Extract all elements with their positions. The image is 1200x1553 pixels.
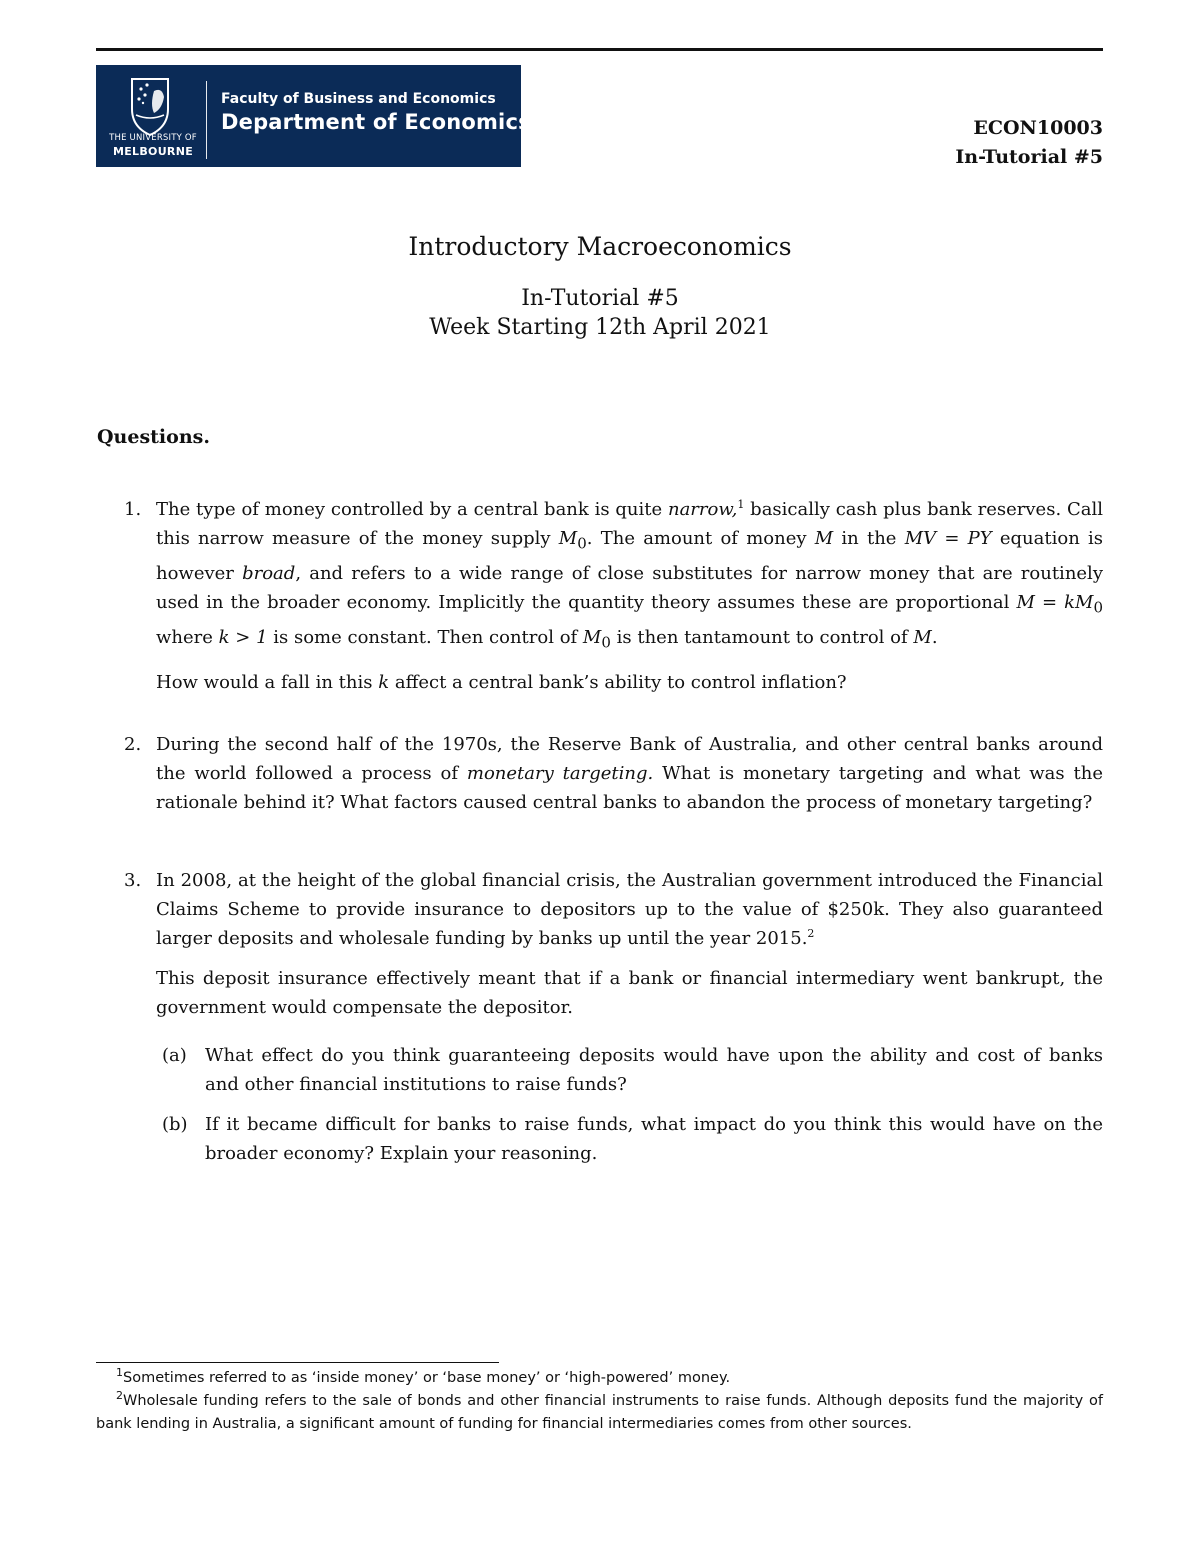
tutorial-label: In-Tutorial #5 [955, 146, 1103, 168]
question-number: 3. [124, 870, 142, 891]
sub-question-text: If it became difficult for banks to raise funds, what impact do you think this would have on the broader economy? Explain your reasoning. [205, 1114, 1103, 1165]
question-number: 2. [124, 734, 142, 755]
footnote-mark: 1 [116, 1366, 123, 1380]
question-1-text: The type of money controlled by a central bank is quite narrow,$^1$ basically cash plus bank reserves. Call this narrow measure of the money supply $M_0$. The amount of money M in the MV = PY equation is however broad, and refers to a wide range of close substitutes for narrow money that are routinely used in the broader economy. Implicitly the quantity theory assumes these are proportional $M = kM_0$ where k > 1 is some constant. Then control of $M_0$ is then tantamount to control of M. [156, 498, 1103, 652]
document-title: Introductory Macroeconomics [408, 232, 792, 261]
logo-divider [206, 81, 207, 159]
questions-heading: Questions. [97, 426, 210, 448]
university-name-line1: THE UNIVERSITY OF [109, 133, 197, 143]
faculty-name: Faculty of Business and Economics [221, 91, 496, 107]
question-1 [124, 495, 1103, 697]
footnote-1: $^1$Sometimes referred to as ‘inside money’ or ‘base money’ or ‘high-powered’ money. [116, 1366, 731, 1386]
sub-question-label: (b) [162, 1114, 188, 1135]
footnote-mark: 2 [116, 1389, 123, 1403]
course-code: ECON10003 [973, 117, 1103, 139]
footnote-rule [96, 1362, 499, 1363]
document-subtitle [0, 284, 1200, 342]
subtitle-tutorial: In-Tutorial #5 [521, 286, 679, 311]
question-3b [162, 1110, 1103, 1168]
question-3-context: This deposit insurance effectively meant that if a bank or financial intermediary went bankrupt, the government would compensate the depositor. [156, 967, 1103, 1018]
footnote-ref-1: 1 [737, 498, 745, 511]
top-rule [96, 48, 1103, 51]
question-1-prompt: How would a fall in this k affect a central bank’s ability to control inflation? [156, 671, 847, 693]
question-3 [124, 866, 1103, 1022]
university-name-line2: MELBOURNE [112, 145, 194, 158]
question-3a [162, 1041, 1103, 1099]
footnote-2: $^2$Wholesale funding refers to the sale of bonds and other financial instruments to raise funds. Although deposits fund the majority of bank lending in Australia, a significant amount of funding for financial intermediaries comes from other sources. [96, 1389, 1103, 1432]
university-crest-icon [110, 75, 190, 139]
sub-question-label: (a) [162, 1045, 187, 1066]
department-name: Department of Economics [221, 110, 531, 134]
sub-question-text: What effect do you think guaranteeing deposits would have upon the ability and cost of banks and other financial institutions to raise funds? [205, 1045, 1103, 1096]
subtitle-week: Week Starting 12th April 2021 [429, 315, 771, 340]
question-3-text: In 2008, at the height of the global financial crisis, the Australian government introduced the Financial Claims Scheme to provide insurance to depositors up to the value of $250k. They also guaranteed larger deposits and wholesale funding by banks up until the year 2015.$^2$ [156, 870, 1103, 950]
university-logo [96, 65, 531, 167]
question-2-text: During the second half of the 1970s, the Reserve Bank of Australia, and other central banks around the world followed a process of monetary targeting. What is monetary targeting and what was the rationale behind it? What factors caused central banks to abandon the process of monetary targeting? [156, 734, 1103, 814]
question-2 [124, 730, 1103, 818]
footnote-ref-2: 2 [807, 927, 815, 941]
question-number: 1. [124, 499, 142, 520]
